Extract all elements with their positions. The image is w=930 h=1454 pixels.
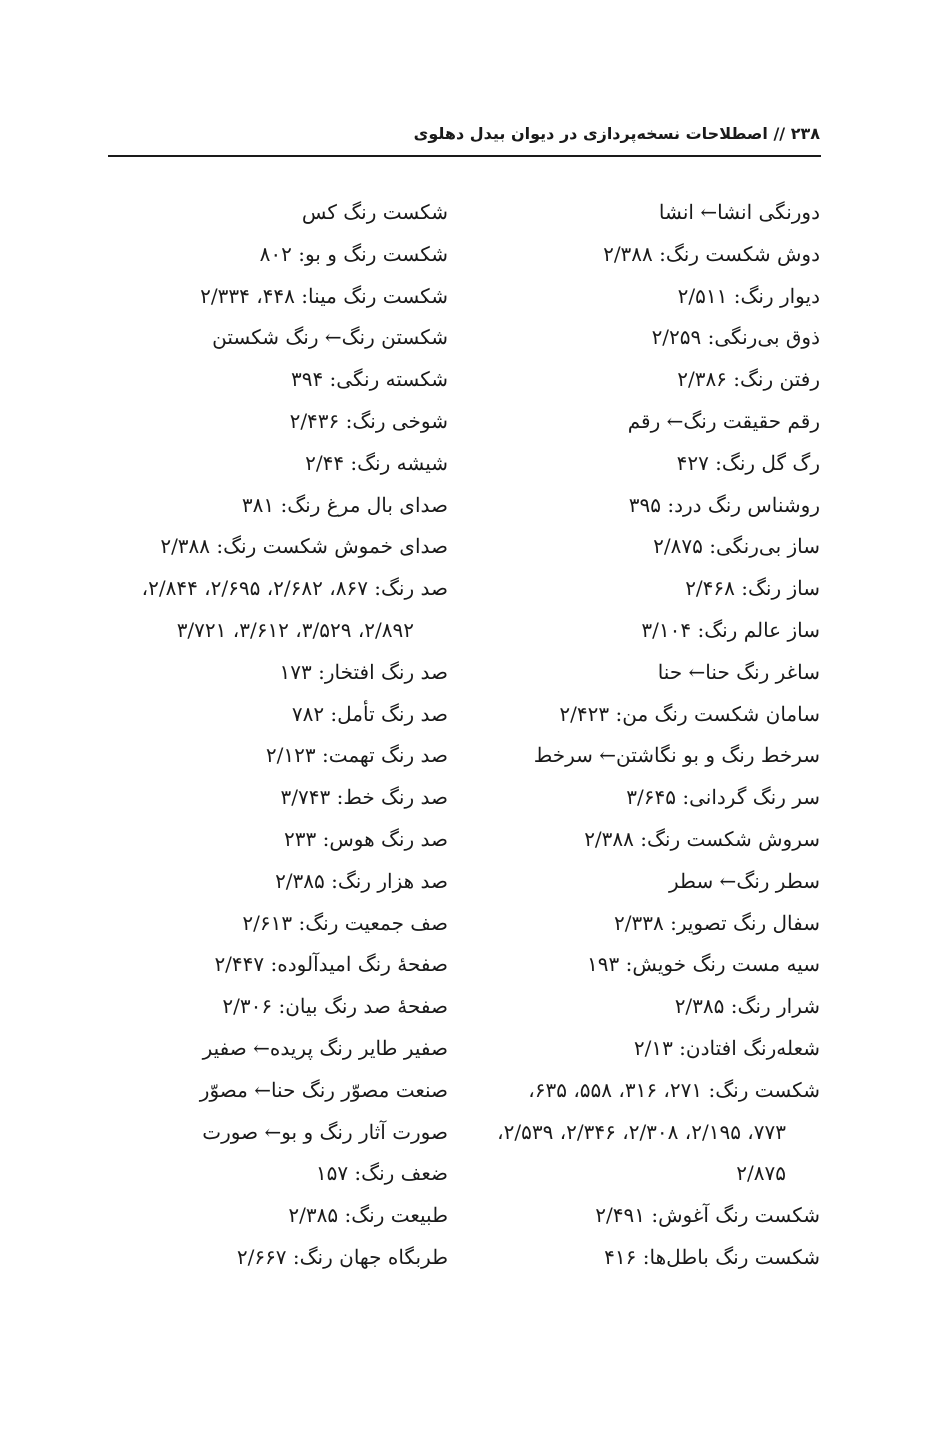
index-entry: صد هزار رنگ: ۲/۳۸۵ — [275, 868, 448, 893]
index-entry: شکست رنگ باطل‌ها: ۴۱۶ — [604, 1244, 820, 1269]
index-entry: صد رنگ تهمت: ۲/۱۲۳ — [265, 743, 448, 768]
index-entry: دوش شکست رنگ: ۲/۳۸۸ — [603, 241, 820, 266]
index-entry: دورنگی انشا← انشا — [658, 200, 820, 224]
index-entry: دیوار رنگ: ۲/۵۱۱ — [677, 283, 820, 308]
index-entry: سیه مست رنگ خویش: ۱۹۳ — [587, 952, 820, 977]
index-entry: سرخط رنگ و بو نگاشتن← سرخط — [533, 743, 820, 768]
index-column-right — [490, 192, 820, 1279]
index-entry: ضعف رنگ: ۱۵۷ — [315, 1161, 448, 1186]
index-entry: ساز رنگ: ۲/۴۶۸ — [685, 576, 820, 601]
index-entry: شکست رنگ کس — [301, 200, 448, 224]
index-entry: شیشه رنگ: ۲/۴۴ — [305, 450, 448, 475]
index-entry: صدای بال مرغ رنگ: ۳۸۱ — [241, 492, 448, 517]
index-entry: سر رنگ گردانی: ۳/۶۴۵ — [626, 785, 820, 810]
index-entry: صد رنگ هوس: ۲۳۳ — [284, 826, 448, 851]
index-entry: رقم حقیقت رنگ← رقم — [627, 408, 820, 433]
index-entry: سامان شکست رنگ من: ۲/۴۲۳ — [559, 701, 820, 726]
header-rule — [108, 155, 821, 157]
index-entry: رفتن رنگ: ۲/۳۸۶ — [677, 367, 820, 392]
index-entry: صد رنگ تأمل: ۷۸۲ — [291, 701, 448, 726]
index-entry: شکستن رنگ← رنگ شکستن — [212, 325, 448, 350]
index-entry: روشناس رنگ درد: ۳۹۵ — [628, 492, 820, 517]
index-entry: صد رنگ خط: ۳/۷۴۳ — [280, 785, 448, 810]
index-entry: ساز بی‌رنگی: ۲/۸۷۵ — [653, 534, 820, 559]
index-entry: شرار رنگ: ۲/۳۸۵ — [674, 994, 820, 1019]
index-entry: صد رنگ افتخار: ۱۷۳ — [279, 659, 448, 684]
index-entry: طربگاه جهان رنگ: ۲/۶۶۷ — [236, 1244, 448, 1269]
index-entry-continuation: ۲/۸۹۲، ۳/۵۲۹، ۳/۶۱۲، ۳/۷۲۱ — [176, 617, 414, 642]
index-entry: صورت آثار رنگ و بو← صورت — [202, 1119, 448, 1144]
index-entry: صفحهٔ صد رنگ بیان: ۲/۳۰۶ — [222, 994, 448, 1019]
index-entry: رگ گل رنگ: ۴۲۷ — [676, 450, 820, 475]
index-entry: ساغر رنگ حنا← حنا — [657, 659, 820, 684]
index-entry: ساز عالم رنگ: ۳/۱۰۴ — [641, 617, 820, 642]
index-entry: شعله‌رنگ افتادن: ۲/۱۳ — [633, 1035, 820, 1060]
index-entry: شکست رنگ: ۲۷۱، ۳۱۶، ۵۵۸، ۶۳۵، — [528, 1077, 820, 1102]
index-entry: شکست رنگ آغوش: ۲/۴۹۱ — [595, 1203, 820, 1228]
index-entry-continuation: ۲/۸۷۵ — [736, 1161, 786, 1186]
index-entry: سفال رنگ تصویر: ۲/۳۳۸ — [614, 910, 820, 935]
index-entry-continuation: ۷۷۳، ۲/۱۹۵، ۲/۳۰۸، ۲/۳۴۶، ۲/۵۳۹، — [497, 1119, 786, 1144]
index-entry: صفیر طایر رنگ پریده← صفیر — [202, 1035, 448, 1060]
index-column-left — [103, 192, 448, 1279]
running-header: ۲۳۸ // اصطلاحات نسخه‌پردازی در دیوان بیدل دهلوی — [413, 124, 820, 143]
index-entry: صد رنگ: ۸۶۷، ۲/۶۸۲، ۲/۶۹۵، ۲/۸۴۴، — [141, 576, 448, 601]
index-entry: صف جمعیت رنگ: ۲/۶۱۳ — [242, 910, 448, 935]
index-entry: شکست رنگ مینا: ۴۴۸، ۲/۳۳۴ — [200, 283, 448, 308]
index-entry: صنعت مصوّر رنگ حنا← مصوّر — [199, 1077, 448, 1102]
index-entry: صدای خموش شکست رنگ: ۲/۳۸۸ — [160, 534, 448, 559]
index-entry: شوخی رنگ: ۲/۴۳۶ — [289, 408, 448, 433]
index-entry: شکسته رنگی: ۳۹۴ — [290, 367, 448, 392]
index-entry: سروش شکست رنگ: ۲/۳۸۸ — [584, 826, 820, 851]
index-entry: شکست رنگ و بو: ۸۰۲ — [259, 241, 448, 266]
index-entry: صفحهٔ رنگ امیدآلوده: ۲/۴۴۷ — [214, 952, 448, 977]
index-entry: طبیعت رنگ: ۲/۳۸۵ — [288, 1203, 448, 1228]
index-entry: سطر رنگ← سطر — [669, 868, 820, 893]
index-entry: ذوق بی‌رنگی: ۲/۲۵۹ — [651, 325, 820, 350]
